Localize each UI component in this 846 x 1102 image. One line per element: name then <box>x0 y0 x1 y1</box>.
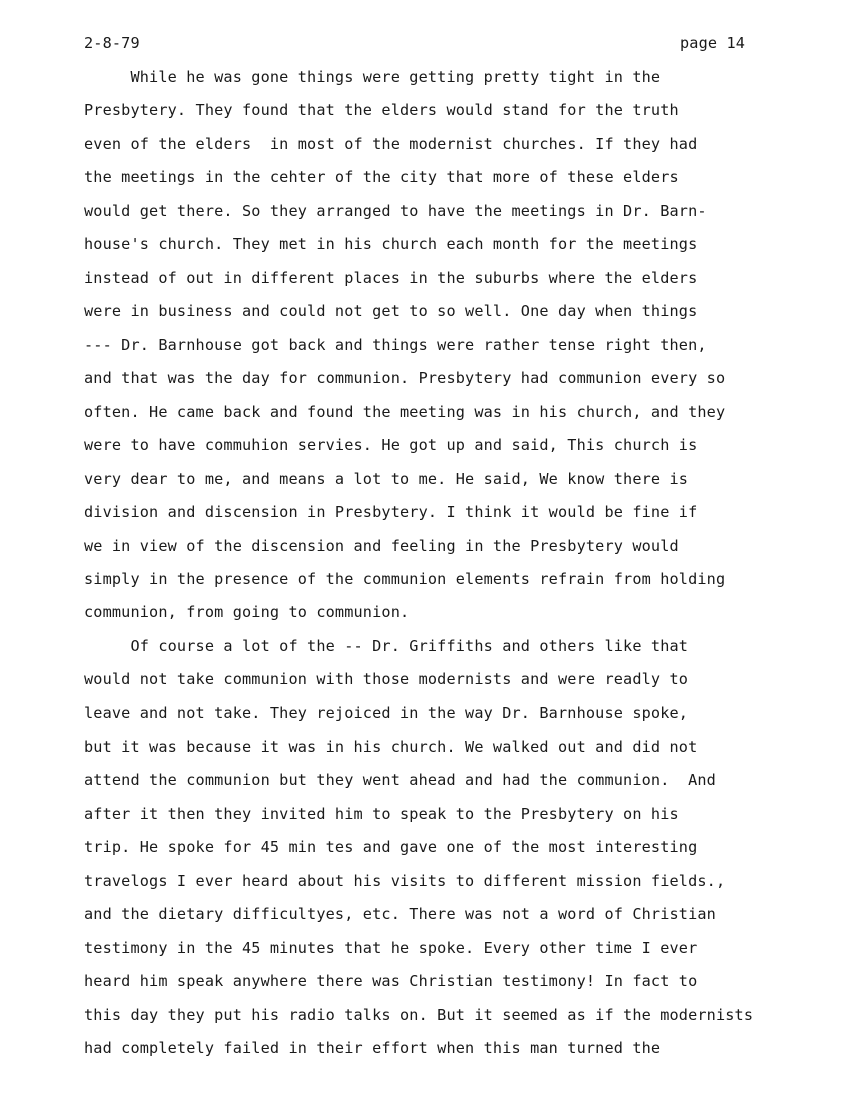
text-line: communion, from going to communion. <box>84 603 410 621</box>
text-line: travelogs I ever heard about his visits to different mission fields., <box>84 872 726 890</box>
text-line: leave and not take. They rejoiced in the way Dr. Barnhouse spoke, <box>84 704 689 722</box>
text-line: had completely failed in their effort when this man turned the <box>84 1039 661 1057</box>
text-line: While he was gone things were getting pretty tight in the <box>84 68 661 86</box>
text-line: this day they put his radio talks on. But it seemed as if the modernists <box>84 1006 754 1024</box>
text-line: even of the elders in most of the modernist churches. If they had <box>84 135 698 153</box>
text-line: attend the communion but they went ahead and had the communion. And <box>84 771 716 789</box>
page-number: page 14 <box>680 34 746 52</box>
text-line: --- Dr. Barnhouse got back and things were rather tense right then, <box>84 336 707 354</box>
text-line: but it was because it was in his church. We walked out and did not <box>84 738 698 756</box>
text-line: simply in the presence of the communion elements refrain from holding <box>84 570 726 588</box>
text-line: heard him speak anywhere there was Christian testimony! In fact to <box>84 972 698 990</box>
text-line: Of course a lot of the -- Dr. Griffiths and others like that <box>84 637 689 655</box>
text-line: and the dietary difficultyes, etc. There was not a word of Christian <box>84 905 716 923</box>
text-line: often. He came back and found the meeting was in his church, and they <box>84 403 726 421</box>
text-line: house's church. They met in his church each month for the meetings <box>84 235 698 253</box>
text-line: division and discension in Presbytery. I think it would be fine if <box>84 503 698 521</box>
text-line: testimony in the 45 minutes that he spoke. Every other time I ever <box>84 939 698 957</box>
document-date: 2-8-79 <box>84 34 140 52</box>
text-line: Presbytery. They found that the elders would stand for the truth <box>84 101 679 119</box>
text-line: would not take communion with those modernists and were readly to <box>84 670 689 688</box>
text-line: after it then they invited him to speak to the Presbytery on his <box>84 805 679 823</box>
text-line: would get there. So they arranged to have the meetings in Dr. Barn- <box>84 202 707 220</box>
text-line: were to have commuhion servies. He got up and said, This church is <box>84 436 698 454</box>
text-line: we in view of the discension and feeling in the Presbytery would <box>84 537 679 555</box>
text-line: trip. He spoke for 45 min tes and gave one of the most interesting <box>84 838 698 856</box>
text-line: were in business and could not get to so well. One day when things <box>84 302 698 320</box>
text-line: instead of out in different places in the suburbs where the elders <box>84 269 698 287</box>
text-line: and that was the day for communion. Presbytery had communion every so <box>84 369 726 387</box>
text-line: very dear to me, and means a lot to me. He said, We know there is <box>84 470 689 488</box>
text-line: the meetings in the cehter of the city that more of these elders <box>84 168 679 186</box>
